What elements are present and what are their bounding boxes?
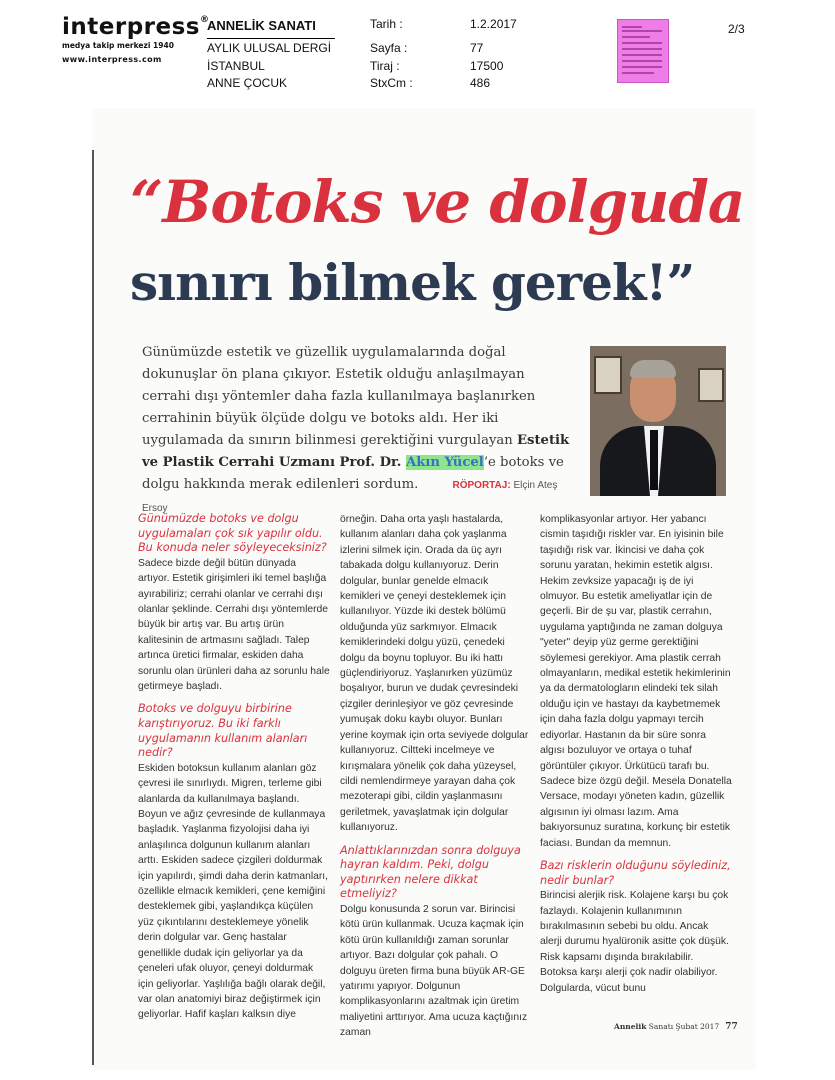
question-3: Anlattıklarınızdan sonra dolguya hayran kaldım. Peki, dolgu yaptırırken nelere dikkat etmeliyiz? (340, 843, 521, 901)
article-column-3 (540, 512, 732, 996)
answer-2-continued: örneğin. Daha orta yaşlı hastalarda, kullanım alanları daha çok yaşlanma izlerini silmek için. Orada da üç ayrı tabakada dolgu kullanıyoruz. Derin dolgular, bunlar genelde elmacık kemikleri ve çeneyi desteklemek için kullanılıyor. Yüzde iki destek bölümü olduğunda yüz sarkmıyor. Elmacık kemiklerindeki dolgu yüzü, çenedeki dolgu da boynu topluyor. Bu iki hattı güçlendiriyoruz. Yaşlanırken yüzümüz boşalıyor, burun ve dudak çevresindeki çizgiler derinleşiyor ve göz çevresinde yumuşak doku kaybı oluyor. Bunları yerine koymak için orta seviyede dolgular kullanıyoruz. Ciltteki incelmeye ve kırışmalara yönelik çok daha yüzeysel, cildi nemlendirmeye yarayan daha çok mezoterapi gibi, cildin yaşlanmasını geriletmek, yavaşlatmak için dolgular kullanıyoruz. (340, 514, 529, 834)
footer-page-number: 77 (725, 1022, 738, 1032)
article-title-line1: “Botoks ve dolguda (130, 168, 745, 236)
answer-2: Eskiden botoksun kullanım alanları göz çevresi ile sınırlıydı. Migren, terleme gibi alanlarda da kullanılmaya başlandı. Boyun ve ağız çevresinde de kullanmaya başladık. Yaşlanma fizyolojisi daha iyi anlaşılınca dolgunun kullanım alanları arttı. Eskiden sadece çizgileri doldurmak için yapılırdı, şimdi daha derin katmanları, özellikle elmacık kemikleri, çene kemiğini desteklemek gibi, yaşlandıkça küçülen yüz çıkıntılarını desteklemeye yönelik derin dolgular var. Genç hastalar genellikle dudak için geliyorlar ya da çeneleri ufak oluyor, çeneyi doldurmak için geliyorlar. Yaşlılığa bağlı olarak değil, var olan anatomiyi biraz değiştirmek için geliyorlar. Hafif kaşları kalksın diye (138, 762, 329, 1021)
answer-3-continued: komplikasyonlar artıyor. Her yabancı cismin taşıdığı riskler var. En iyisinin bile taşıdığı risk var. İkincisi ve daha çok sorunu yaratan, hekimin estetik algısı. Hekim zevksize yapacağı iş de iyi olmuyor. Bu estetik ameliyatlar için de geçerli. Bir de şu var, plastik cerrahın, uygulama yaptığında ne zaman dolguya "yeter" deyip yüz germe gerektiğini söylemesi gerekiyor. Ama plastik cerrah olmayanların, medikal estetik hekimlerinin ya da dermatologların elindeki tek silah olduğu için ve hastayı da kaybetmemek için daha fazla dolgu yapmayı tercih ediyorlar. Hastanın da bir süre sonra algısı bozuluyor ve ortaya o tuhaf görüntüler çıkıyor. Ürkütücü tarafı bu. Sadece bize özgü değil. Mesela Donatella Versace, modayı yöneten kadın, güzellik algısının iyi olması lazım. Ama bakıyorsunuz suratına, korkunç bir estetik faciası. Bundan da memnun. (540, 514, 732, 849)
article-intro (142, 342, 572, 520)
page-count: 2/3 (728, 22, 745, 36)
article-column-2 (340, 512, 530, 1041)
page-footer: Annelik Sanatı Şubat 2017 77 (614, 1022, 738, 1032)
date-label: Tarih : (370, 17, 403, 31)
question-1: Günümüzde botoks ve dolgu uygulamaları çok sık yapılır oldu. Bu konuda neler söyleyeceksiniz? (138, 512, 327, 555)
stxcm-label: StxCm : (370, 76, 413, 90)
scan-edge (92, 150, 94, 1065)
intro-text-end: ’e botoks ve dolgu hakkında merak edilenleri sordum. (142, 455, 564, 492)
header-divider (207, 38, 335, 39)
page-label: Sayfa : (370, 41, 408, 55)
date-value: 1.2.2017 (470, 17, 517, 31)
page-value: 77 (470, 41, 484, 55)
intro-text: Günümüzde estetik ve güzellik uygulamalarında doğal dokunuşlar ön plana çıkıyor. Estetik olduğu anlaşılmayan cerrahi dışı yöntemler daha fazla kullanılmaya başlanırken cerrahinin büyük ölçüde dolgu ve botoks aldı. Her iki uygulamada da sınırın bilinmesi gerektiğini vurgulayan (142, 345, 536, 448)
publication-category: ANNE ÇOCUK (207, 76, 288, 90)
interpress-logo (62, 14, 210, 64)
page-thumbnail (617, 19, 669, 83)
question-4: Bazı risklerin olduğunu söylediniz, nedir bunlar? (540, 858, 731, 887)
logo-tagline: medya takip merkezi 1940 (62, 41, 174, 50)
circulation-value: 17500 (470, 59, 504, 73)
publication-city: İSTANBUL (207, 59, 265, 73)
logo-wordmark: interpress® (62, 14, 210, 40)
intro-title-bold: Estetik ve Plastik Cerrahi Uzmanı Prof. Dr. (142, 433, 570, 470)
publication-frequency: AYLIK ULUSAL DERGİ (207, 41, 332, 55)
stxcm-value: 486 (470, 76, 491, 90)
article-column-1 (138, 512, 330, 1023)
doctor-photo (590, 346, 726, 496)
answer-1: Sadece bizde değil bütün dünyada artıyor. Estetik girişimleri iki temel başlığa ayırabiliriz; cerrahi olanlar ve cerrahi dışı olanlar şeklinde. Cerrahi dışı yöntemlerde büyük bir artış var. Bu artış ürün kalitesinin de artmasını sağladı. Talep artınca üretici firmalar, eskiden daha sorunlu olan ürünleri daha az sorunlu hale getirmeye başladı. (138, 557, 330, 693)
publication-name: ANNELİK SANATI (207, 18, 316, 33)
byline: RÖPORTAJ: Elçin Ateş Ersoy (142, 480, 558, 514)
article-title-line2: sınırı bilmek gerek!” (130, 253, 695, 312)
logo-url: www.interpress.com (62, 55, 162, 64)
intro-doctor-name: Akın Yücel (405, 455, 484, 470)
question-2: Botoks ve dolguyu birbirine karıştırıyoruz. Bu iki farklı uygulamanın kullanım alanları nedir? (138, 702, 308, 760)
answer-3: Dolgu konusunda 2 sorun var. Birincisi kötü ürün kullanmak. Ucuza kaçmak için kötü ürün kullanıldığı zaman sorunlar artıyor. Bazı dolgular çok pahalı. O dolguyu üreten firma buna büyük AR-GE yatırımı yapıyor. Dolgunun komplikasyonlarını azaltmak için üretim maliyetini arttırıyor. Ama ucuza kaçtığınız zaman (340, 903, 528, 1039)
answer-4: Birincisi alerjik risk. Kolajene karşı bu çok fazlaydı. Kolajenin kullanımının bırakılmasının sebebi bu oldu. Ancak alerji durumu hyalüronik asitte çok düşük. Risk kapsamı dışında bırakılabilir. Botoksa karşı alerji çok nadir olabiliyor. Dolgularda, vücut bunu (540, 890, 729, 994)
circulation-label: Tiraj : (370, 59, 400, 73)
